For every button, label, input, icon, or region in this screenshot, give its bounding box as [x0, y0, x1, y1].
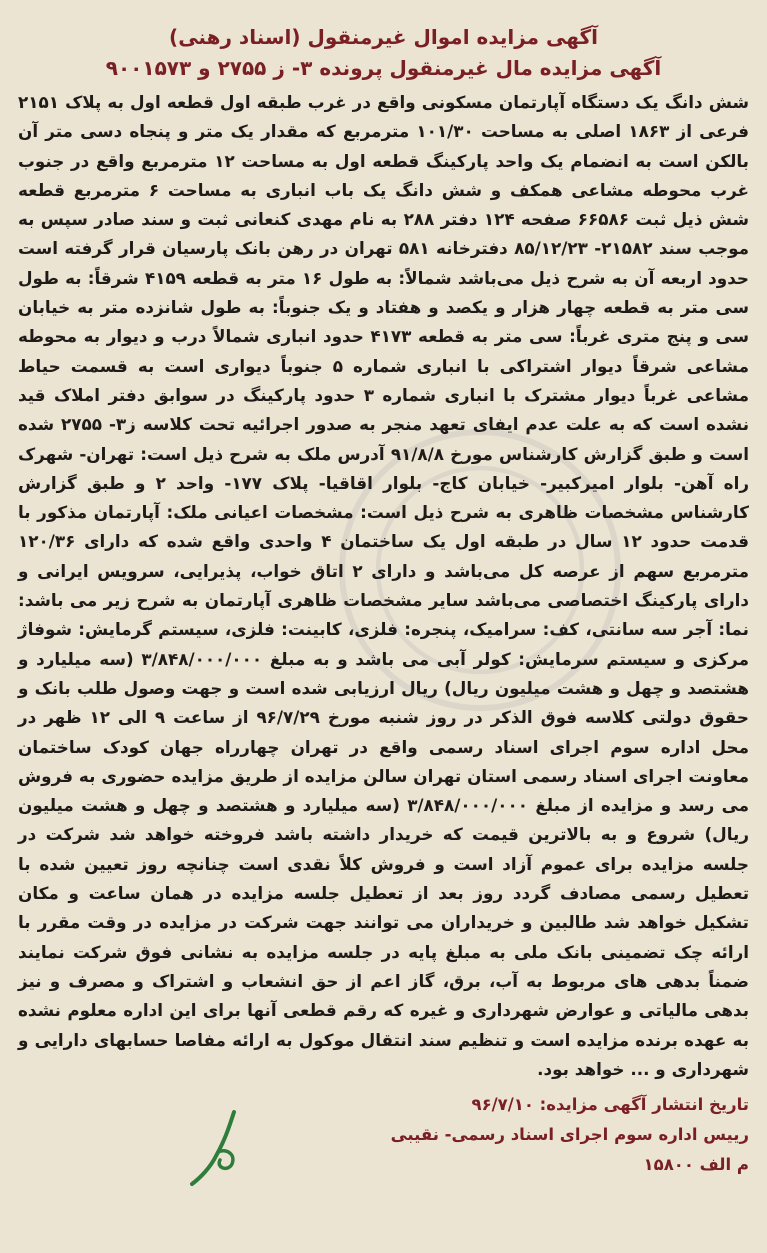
watermark-seal-icon	[330, 420, 630, 720]
notice-subtitle: آگهی مزایده مال غیرمنقول پرونده ۳- ز ۲۷۵۵ و ۹۰۰۱۵۷۳	[105, 56, 662, 80]
notice-code: م الف ۱۵۸۰۰	[643, 1155, 749, 1175]
signer: رییس اداره سوم اجرای اسناد رسمی- نقیبی	[390, 1125, 749, 1145]
publish-date: تاریخ انتشار آگهی مزایده: ۹۶/۷/۱۰	[471, 1095, 749, 1115]
handwritten-signature-icon	[186, 1108, 266, 1188]
notice-title: آگهی مزایده اموال غیرمنقول (اسناد رهنی)	[169, 25, 598, 49]
notice-body: شش دانگ یک دستگاه آپارتمان مسکونی واقع در غرب طبقه اول قطعه اول به پلاک ۲۱۵۱ فرعی از ۱۸۶۳ اصلی به مساحت ۱۰۱/۳۰ مترمربع که مقدار یک متر و پنجاه دسی متر آن بالکن است به انضمام یک واحد پارکینگ قطعه اول به مساحت ۱۲ مترمربع واقع در جنوب غرب محوطه مشاعی همکف و شش دانگ یک باب انباری به مساحت ۶ مترمربع قطعه شش ذیل ثبت ۶۶۵۸۶ صفحه ۱۲۴ دفتر ۲۸۸ به نام مهدی کنعانی ثبت و سند صادر سپس به موجب سند ۲۱۵۸۲- ۸۵/۱۲/۲۳ دفترخانه ۵۸۱ تهران در رهن بانک پارسیان قرار گرفته است حدود اربعه آن به شرح ذیل می‌باشد شمالاً: به طول ۱۶ متر به قطعه ۴۱۵۹ شرقاً: به طول سی متر به قطعه چهار هزار و یکصد و هفتاد و یک جنوباً: به طول شانزده متر به خیابان سی و پنج متری غرباً: سی متر به قطعه ۴۱۷۳ حدود انباری شمالاً درب و دیوار به محوطه مشاعی شرقاً دیوار اشتراکی با انباری شماره ۵ جنوباً دیواری است به قسمت حیاط مشاعی غرباً دیوار مشترک با انباری شماره ۳ حدود پارکینگ در سوابق دفتر املاک قید نشده است که به علت عدم ایفای تعهد منجر به صدور اجرائیه تحت کلاسه ز۳- ۲۷۵۵ شده است و طبق گزارش کارشناس مورخ ۹۱/۸/۸ آدرس ملک به شرح ذیل است: تهران- شهرک راه آهن- بلوار امیرکبیر- خیابان کاج- بلوار اقاقیا- پلاک ۱۷۷- واحد ۲ و طبق گزارش کارشناس مشخصات ظاهری به شرح ذیل است: مشخصات اعیانی ملک: آپارتمان مذکور با قدمت حدود ۱۲ سال در طبقه اول یک ساختمان ۴ واحدی واقع شده که دارای ۱۲۰/۳۶ مترمربع سهم از عرصه کل می‌باشد و دارای ۲ اتاق خواب، پذیرایی، سرویس ایرانی و دارای پارکینگ اختصاصی می‌باشد سایر مشخصات ظاهری آپارتمان به شرح زیر می باشد: نما: آجر سه سانتی، کف: سرامیک، پنجره: فلزی، کابینت: فلزی، سیستم گرمایش: شوفاژ مرکزی و سیستم سرمایش: کولر آبی می باشد و به مبلغ ۳/۸۴۸/۰۰۰/۰۰۰ (سه میلیارد و هشتصد و چهل و هشت میلیون ریال) ریال ارزیابی شده است و جهت وصول طلب بانک و حقوق دولتی کلاسه فوق الذکر در روز شنبه مورخ ۹۶/۷/۲۹ از ساعت ۹ الی ۱۲ ظهر در محل اداره سوم اجرای اسناد رسمی واقع در تهران چهارراه جهان کودک ساختمان معاونت اجرای اسناد رسمی استان تهران سالن مزایده از طریق مزایده حضوری به فروش می رسد و مزایده از مبلغ ۳/۸۴۸/۰۰۰/۰۰۰ (سه میلیارد و هشتصد و چهل و هشت میلیون ریال) شروع و به بالاترین قیمت که خریدار داشته باشد فروخته خواهد شد شرکت در جلسه مزایده برای عموم آزاد است و فروش کلاً نقدی است چنانچه روز تعیین شده با تعطیل رسمی مصادف گردد روز بعد از تعطیل جلسه مزایده در همان ساعت و مکان تشکیل خواهد شد طالبین و خریداران می توانند جهت شرکت در مزایده در وقت مقرر با ارائه چک تضمینی بانک ملی به مبلغ پایه در جلسه مزایده به نشانی فوق شرکت نمایند ضمناً بدهی های مربوط به آب، برق، گاز اعم از حق انشعاب و اشتراک و مصرف و نیز بدهی مالیاتی و عوارض شهرداری و غیره که رقم قطعی آنها برای این اداره معلوم نشده به عهده برنده مزایده است و تنظیم سند انتقال موکول به ارائه مفاصا حسابهای دارایی و شهرداری و ... خواهد بود.	[18, 92, 750, 1079]
notice-footer	[18, 1090, 749, 1180]
